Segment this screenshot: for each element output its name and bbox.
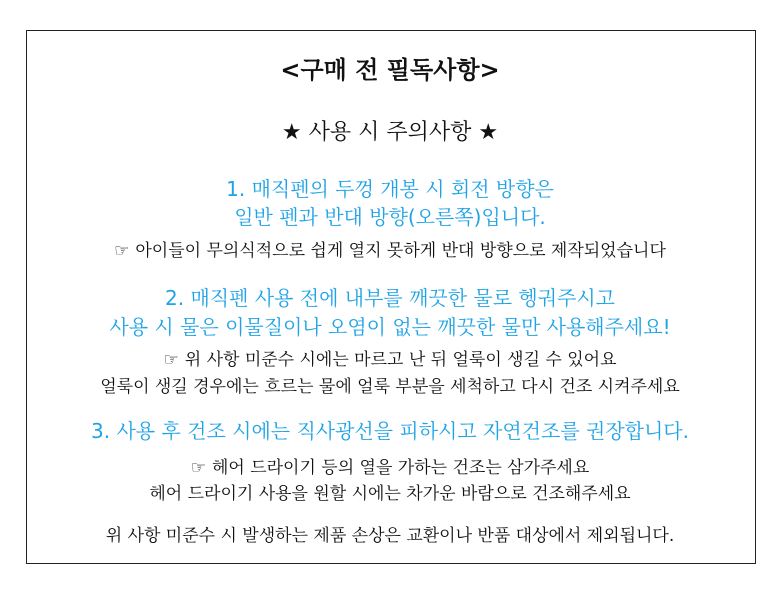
section-2-note-1 [0, 345, 780, 370]
section-1-note [0, 236, 780, 261]
section-1-note-text: 아이들이 무의식적으로 쉽게 열지 못하게 반대 방향으로 제작되었습니다 [135, 241, 666, 261]
section-3-note-1-text: 헤어 드라이기 등의 열을 가하는 건조는 삼가주세요 [211, 458, 590, 478]
section-3-note-1 [0, 453, 780, 478]
section-2-heading-line-1: 2. 매직펜 사용 전에 내부를 깨끗한 물로 헹궈주시고 [165, 286, 615, 310]
section-2-note-1-text: 위 사항 미준수 시에는 마르고 난 뒤 얼룩이 생길 수 있어요 [184, 350, 617, 370]
section-3-heading: 3. 사용 후 건조 시에는 직사광선을 피하시고 자연건조를 권장합니다. [91, 419, 689, 443]
page-title: <구매 전 필독사항> [280, 56, 500, 84]
pointing-hand-icon: ☞ [163, 350, 179, 370]
pointing-hand-icon: ☞ [114, 241, 130, 261]
section-1-heading-line-1: 1. 매직펜의 두껑 개봉 시 회전 방향은 [226, 177, 554, 201]
section-3-note-2: 헤어 드라이기 사용을 원할 시에는 차가운 바람으로 건조해주세요 [149, 484, 631, 504]
subtitle: ★ 사용 시 주의사항 ★ [281, 120, 499, 145]
section-2-note-2: 얼룩이 생길 경우에는 흐르는 물에 얼룩 부분을 세척하고 다시 건조 시켜주세요 [100, 377, 680, 397]
footer-disclaimer: 위 사항 미준수 시 발생하는 제품 손상은 교환이나 반품 대상에서 제외됩니다. [105, 526, 675, 546]
section-2-heading-line-2: 사용 시 물은 이물질이나 오염이 없는 깨끗한 물만 사용해주세요! [109, 315, 671, 339]
section-1-heading-line-2: 일반 펜과 반대 방향(오른쪽)입니다. [234, 205, 546, 229]
pointing-hand-icon: ☞ [190, 458, 206, 478]
